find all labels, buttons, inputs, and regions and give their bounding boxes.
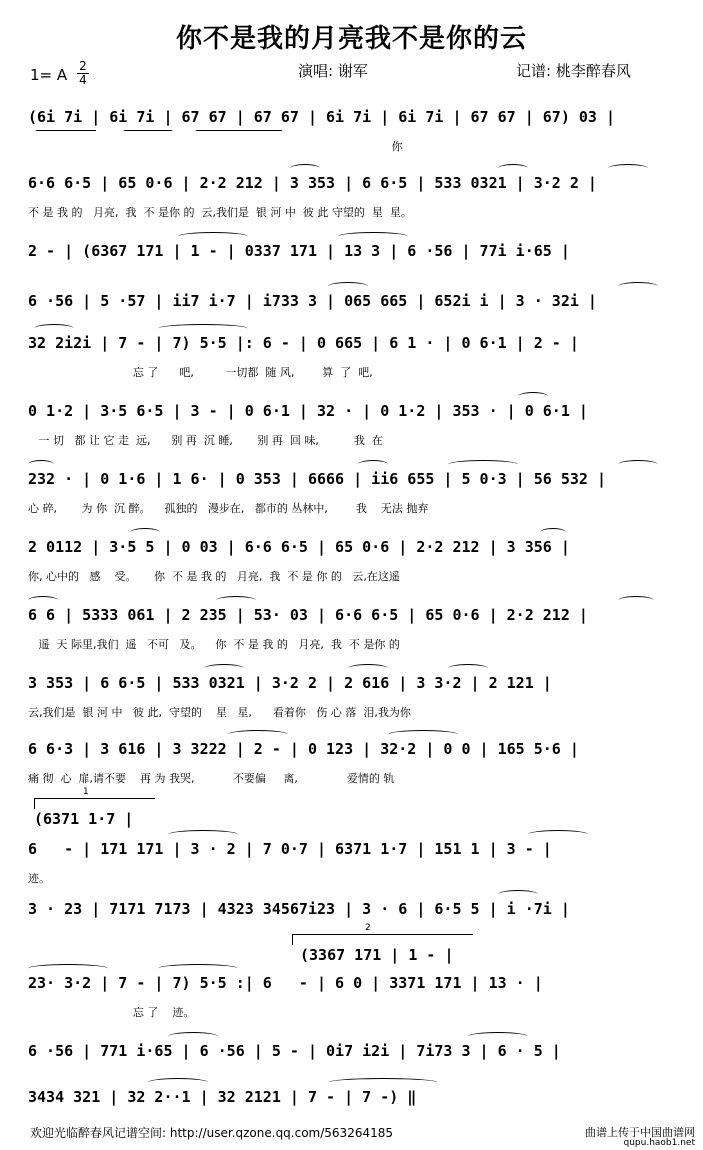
score-row [28, 972, 673, 1038]
lyrics-line: 不 是 我 的 月亮, 我 不 是你 的 云,我们是 银 河 中 彼 此 守望的 星 星。 [28, 206, 412, 219]
lyrics-line: 一 切 都 让 它 走 远, 别 再 沉 睡, 别 再 回 味, 我 在 [28, 434, 383, 447]
lyrics-line: 忘 了 迹。 [28, 1006, 195, 1019]
score-row [28, 400, 673, 466]
site-brand: 曲谱上传于中国曲谱网 [585, 1126, 695, 1139]
lyrics-line: 云,我们是 银 河 中 彼 此, 守望的 星 星, 看着你 伤 心 落 泪,我为你 [28, 706, 411, 719]
score-row [28, 672, 673, 738]
score-row [28, 536, 673, 602]
score-row [28, 1086, 673, 1122]
notation-line: 0 1·2 | 3·5 6·5 | 3 - | 0 6·1 | 32 · | 0 1·2 | 353 · | 0 6·1 | [28, 402, 588, 420]
volta-second-notes: (3367 171 | 1 - | [300, 946, 454, 964]
score-row [28, 172, 673, 238]
notation-line: 232 · | 0 1·6 | 1 6· | 0 353 | 6666 | ii6 655 | 5 0·3 | 56 532 | [28, 470, 606, 488]
score-row [28, 332, 673, 398]
notation-line: 32 2i2i | 7 - | 7) 5·5 |: 6 - | 0 665 | 6 1 · | 0 6·1 | 2 - | [28, 334, 579, 352]
score-row [28, 604, 673, 670]
site-url: qupu.haob1.net [623, 1138, 695, 1148]
lyrics-line: 你 [28, 140, 403, 153]
score-row [28, 838, 673, 904]
notation-line: 6 ·56 | 771 i·65 | 6 ·56 | 5 - | 0i7 i2i | 7i73 3 | 6 · 5 | [28, 1042, 561, 1060]
key-signature: 1= A [30, 66, 68, 84]
lyrics-line: 迹。 [28, 872, 50, 885]
notation-line: (6i 7i | 6i 7i | 67 67 | 67 67 | 6i 7i | 6i 7i | 67 67 | 67) 03 | [28, 108, 615, 126]
score-row [28, 738, 673, 804]
notation-line: 23· 3·2 | 7 - | 7) 5·5 :| 6 - | 6 0 | 3371 171 | 13 · | [28, 974, 543, 992]
volta-label: 1 [83, 787, 89, 797]
notation-line: 6 6 | 5333 061 | 2 235 | 53· 03 | 6·6 6·5 | 65 0·6 | 2·2 212 | [28, 606, 588, 624]
transcriber-credit: 记谱: 桃李醉春风 [516, 62, 631, 80]
lyrics-line: 遥 天 际里,我们 遥 不可 及。 你 不 是 我 的 月亮, 我 不 是你 的 [28, 638, 400, 651]
lyrics-line: 痛 彻 心 扉,请不要 再 为 我哭, 不要偏 离, 爱情的 轨 [28, 772, 395, 785]
score-row [28, 106, 673, 172]
time-signature [76, 60, 90, 87]
notation-line: 6 ·56 | 5 ·57 | ii7 i·7 | i733 3 | 065 665 | 652i i | 3 · 32i | [28, 292, 597, 310]
lyrics-line: 心 碎, 为 你 沉 醉。 孤独的 漫步在, 都市的 丛林中, 我 无法 抛弃 [28, 502, 429, 515]
singer-credit: 演唱: 谢军 [298, 62, 368, 80]
song-title: 你不是我的月亮我不是你的云 [175, 24, 527, 54]
notation-line: 3 · 23 | 7171 7173 | 4323 34567i23 | 3 · 6 | 6·5 5 | i ·7i | [28, 900, 570, 918]
notation-line: 3434 321 | 32 2··1 | 32 2121 | 7 - | 7 -) ‖ [28, 1088, 417, 1106]
footer-credit: 欢迎光临醉春风记谱空间: http://user.qzone.qq.com/563264185 [30, 1126, 394, 1140]
score-row [28, 468, 673, 534]
notation-line: 6 6·3 | 3 616 | 3 3222 | 2 - | 0 123 | 32·2 | 0 0 | 165 5·6 | [28, 740, 579, 758]
time-sig-top: 2 [79, 59, 87, 73]
volta-label: 2 [365, 923, 371, 933]
notation-line: 2 0112 | 3·5 5 | 0 03 | 6·6 6·5 | 65 0·6 | 2·2 212 | 3 356 | [28, 538, 570, 556]
notation-line: 6 - | 171 171 | 3 · 2 | 7 0·7 | 6371 1·7 | 151 1 | 3 - | [28, 840, 552, 858]
lyrics-line: 忘 了 吧, 一切都 随 风, 算 了 吧, [28, 366, 373, 379]
notation-line: 3 353 | 6 6·5 | 533 0321 | 3·2 2 | 2 616 | 3 3·2 | 2 121 | [28, 674, 552, 692]
notation-line: 6·6 6·5 | 65 0·6 | 2·2 212 | 3 353 | 6 6·5 | 533 0321 | 3·2 2 | [28, 174, 597, 192]
volta-first-notes: (6371 1·7 | [34, 810, 134, 828]
time-sig-bottom: 4 [79, 73, 87, 87]
notation-line: 2 - | (6367 171 | 1 - | 0337 171 | 13 3 | 6 ·56 | 77i i·65 | [28, 242, 570, 260]
lyrics-line: 你, 心中的 感 受。 你 不 是 我 的 月亮, 我 不 是 你 的 云,在这遥 [28, 570, 400, 583]
